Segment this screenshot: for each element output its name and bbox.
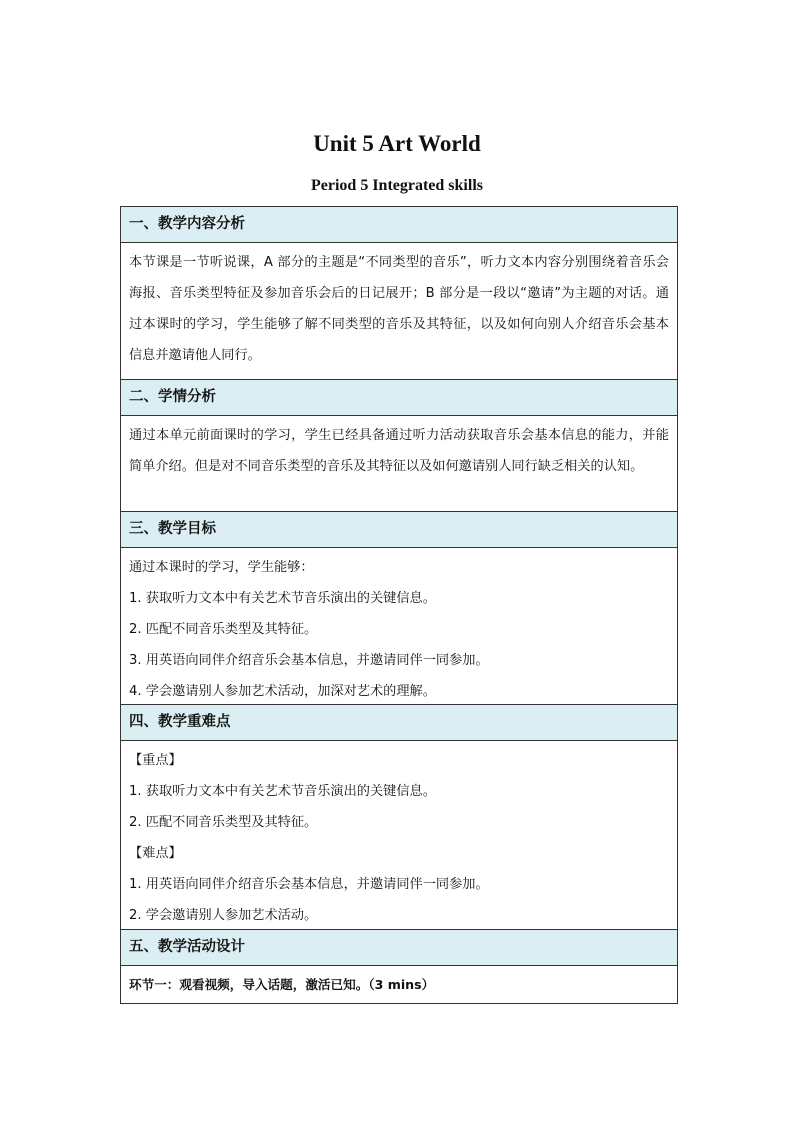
section-body-objectives <box>121 548 677 705</box>
section-heading-key-difficult-points: 四、教学重难点 <box>121 705 677 741</box>
objective-item: 3. 用英语向同伴介绍音乐会基本信息，并邀请同伴一同参加。 <box>129 653 489 668</box>
key-points-label: 【重点】 <box>129 753 182 768</box>
section-body-activity-design <box>121 966 677 1003</box>
section-heading-activity-design: 五、教学活动设计 <box>121 930 677 966</box>
key-point-item: 1. 获取听力文本中有关艺术节音乐演出的关键信息。 <box>129 784 436 799</box>
document-title: Unit 5 Art World <box>313 131 481 156</box>
difficult-point-item: 1. 用英语向同伴介绍音乐会基本信息，并邀请同伴一同参加。 <box>129 877 489 892</box>
section-body-key-difficult-points <box>121 741 677 930</box>
activity-step-1: 环节一：观看视频，导入话题，激活已知。（3 mins） <box>129 977 435 992</box>
difficult-point-item: 2. 学会邀请别人参加艺术活动。 <box>129 908 318 923</box>
objective-item: 2. 匹配不同音乐类型及其特征。 <box>129 622 318 637</box>
section-heading-student-analysis: 二、学情分析 <box>121 380 677 416</box>
content-analysis-text: 本节课是一节听说课，A 部分的主题是“不同类型的音乐”，听力文本内容分别围绕着音乐会海报、音乐类型特征及参加音乐会后的日记展开；B 部分是一段以“邀请”为主题的对话。通过本课时的学习，学生能够了解不同类型的音乐及其特征，以及如何向别人介绍音乐会基本信息并邀请他人同行。 <box>129 255 669 363</box>
student-analysis-text: 通过本单元前面课时的学习，学生已经具备通过听力活动获取音乐会基本信息的能力，并能简单介绍。但是对不同音乐类型的音乐及其特征以及如何邀请别人同行缺乏相关的认知。 <box>129 428 669 474</box>
difficult-points-label: 【难点】 <box>129 846 182 861</box>
section-body-content-analysis <box>121 243 677 380</box>
section-body-student-analysis <box>121 416 677 512</box>
objective-item: 4. 学会邀请别人参加艺术活动，加深对艺术的理解。 <box>129 684 436 699</box>
objective-item: 1. 获取听力文本中有关艺术节音乐演出的关键信息。 <box>129 591 436 606</box>
document-subtitle: Period 5 Integrated skills <box>311 177 483 194</box>
key-point-item: 2. 匹配不同音乐类型及其特征。 <box>129 815 318 830</box>
section-heading-content-analysis: 一、教学内容分析 <box>121 207 677 243</box>
section-heading-objectives: 三、教学目标 <box>121 512 677 548</box>
objectives-intro: 通过本课时的学习，学生能够： <box>129 560 314 575</box>
lesson-plan-table <box>120 206 678 1004</box>
